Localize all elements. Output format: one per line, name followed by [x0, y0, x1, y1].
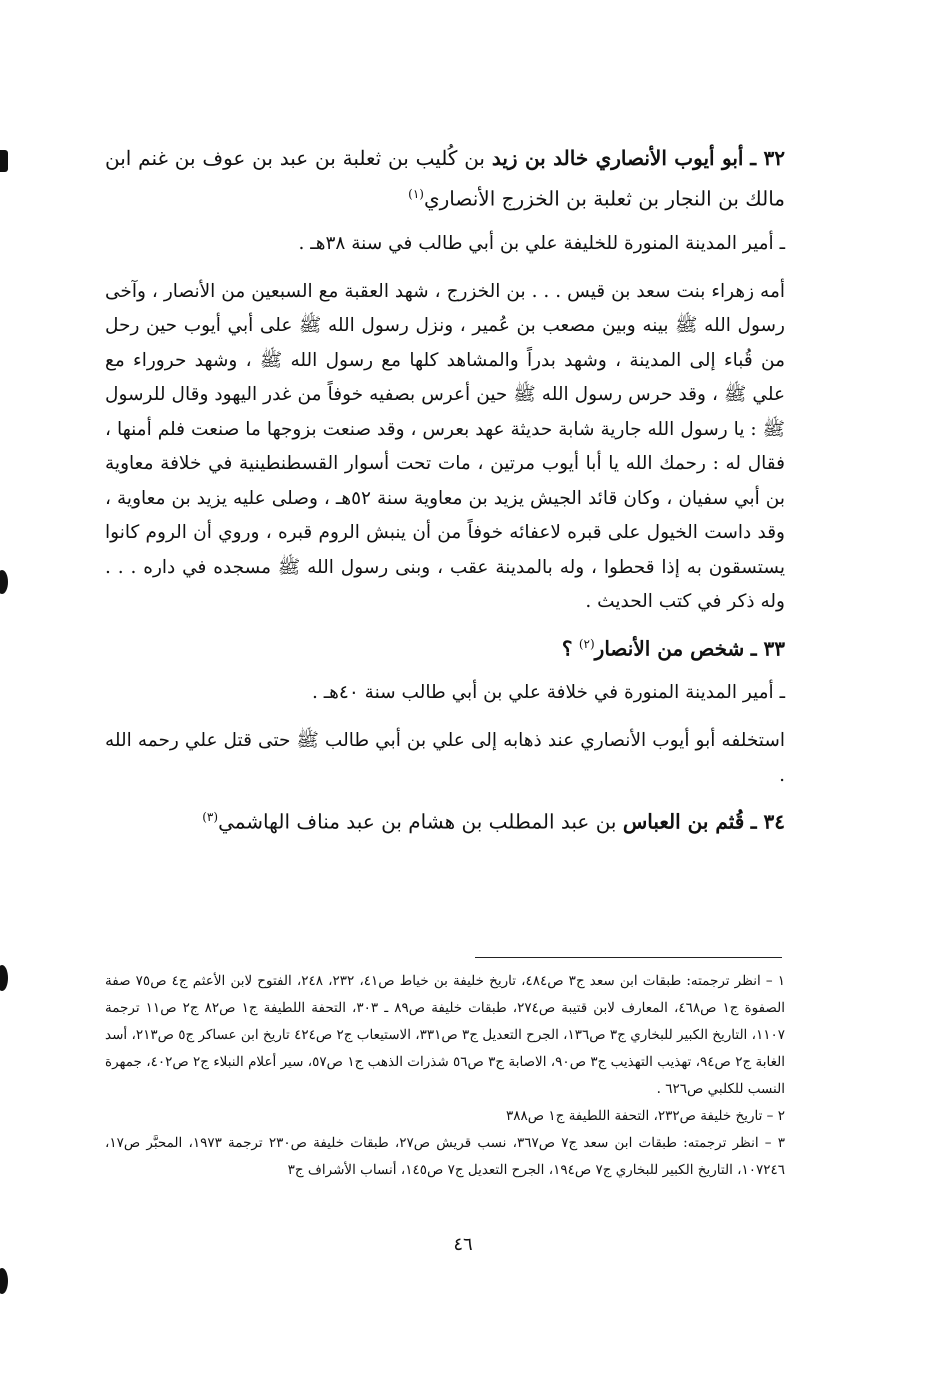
scan-mark: [0, 1268, 8, 1294]
page-number: ٤٦: [453, 1234, 473, 1255]
entry-biography: استخلفه أبو أيوب الأنصاري عند ذهابه إلى علي بن أبي طالب ﷺ حتى قتل علي رحمه الله .: [105, 730, 785, 786]
scan-mark: [0, 965, 8, 991]
scan-mark: [0, 570, 8, 594]
entry-number: ٣٤ ـ: [750, 809, 785, 834]
entry-number: ٣٢ ـ: [750, 146, 786, 170]
entry-name: قُثم بن العباس: [622, 809, 745, 834]
entry-post: ـ أمير المدينة المنورة للخليفة علي بن أبي طالب في سنة ٣٨هـ .: [298, 232, 785, 254]
scan-mark: [0, 150, 8, 172]
entry-lineage: بن كُليب بن ثعلبة بن عبد بن عوف بن غنم ابن مالك بن النجار بن ثعلبة بن الخزرج الأنصاري: [105, 146, 785, 211]
entry-lineage: بن عبد المطلب بن هشام بن عبد مناف الهاشمي: [218, 809, 617, 834]
footnote-divider: [475, 957, 782, 958]
entry-biography: أمه زهراء بنت سعد بن قيس . . . بن الخزرج ، شهد العقبة مع السبعين من الأنصار ، وآخى رسول الله ﷺ بينه وبين مصعب بن عُمير ، ونزل رسول الله ﷺ على أبي أيوب حين رحل من قُباء إلى المدينة ، وشهد بدراً والمشاهد كلها مع رسول الله ﷺ ، وشهد حروراء مع علي ﷺ ، وقد حرس رسول الله ﷺ حين أعرس بصفيه خوفاً من غدر اليهود وقال للرسول ﷺ : يا رسول الله جارية شابة حديثة عهد بعرس ، وقد صنعت بزوجها ما صنعت فلم أمنها ، فقال له : رحمك الله يا أبا أيوب مرتين ، مات تحت أسوار القسطنطينية في خلافة معاوية بن أبي سفيان ، وكان قائد الجيش يزيد بن معاوية سنة ٥٢هـ ، وصلى عليه يزيد بن معاوية ، وقد داست الخيول على قبره لاعفائه خوفاً من أن ينبش الروم قبره ، وروي أن الروم كانوا يستسقون به إذا قحطوا ، وله بالمدينة عقب ، وبنى رسول الله ﷺ مسجده في داره . . . وله ذكر في كتب الحديث .: [105, 280, 786, 613]
footnote-ref: (٣): [202, 810, 219, 825]
footnote-ref: (٢): [578, 636, 595, 651]
footnote-ref: (١): [408, 187, 424, 201]
footnote: ٣ – انظر ترجمته: طبقات ابن سعد ج٧ ص٣٦٧، نسب قريش ص٢٧، طبقات خليفة ص٢٣٠ ترجمة ١٩٧٣، المحبَّر ص١٧، ١٠٧٢٤٦، التاريخ الكبير للبخاري ج٧ ص١٩٤، الجرح التعديل ج٧ ص١٤٥، أنساب الأشراف ج٣: [105, 1135, 785, 1178]
footnotes: [105, 968, 785, 1184]
entry-heading: [105, 799, 785, 840]
footnote: ٢ – تاريخ خليفة ص٢٣٢، التحفة اللطيفة ج١ ص٣٨٨: [506, 1108, 785, 1124]
entry-lineage: ؟: [561, 636, 573, 661]
footnote: ١ – انظر ترجمته: طبقات ابن سعد ج٣ ص٤٨٤، تاريخ خليفة بن خياط ص٤١، ٢٣٢، ٢٤٨، الفتوح لابن الأعثم ج٤ ص٧٥ صفة الصفوة ج١ ص٤٦٨، المعارف لابن قتيبة ص٢٧٤، طبقات خليفة ص٨٩ ـ ٣٠٣، التحفة اللطيفة ج١ ص٨٢ ج٢ ص١١ ترجمة ١١٠٧، التاريخ الكبير للبخاري ج٣ ص١٣٦، الجرح التعديل ج٣ ص٣٣١، الاستيعاب ج٢ ص٤٢٤ تاريخ ابن عساكر ج٥ ص٢١٣، أسد الغابة ج٢ ص٩٤، تهذيب التهذيب ج٣ ص٩٠، الاصابة ج٣ ص٥٦ شذرات الذهب ج١ ص٥٧، سير أعلام النبلاء ج٢ ص٤٠٢، جمهرة النسب للكلبي ص٦٢٦ .: [105, 973, 785, 1097]
entry-name: شخص من الأنصار: [594, 636, 745, 661]
entry-number: ٣٣ ـ: [750, 636, 785, 661]
page-body: [105, 140, 785, 850]
entry-post: ـ أمير المدينة المنورة في خلافة علي بن أبي طالب سنة ٤٠هـ .: [311, 682, 785, 704]
entry-heading: [105, 626, 785, 667]
entry-name: أبو أيوب الأنصاري خالد بن زيد: [491, 146, 744, 170]
entry-heading: [105, 140, 785, 217]
